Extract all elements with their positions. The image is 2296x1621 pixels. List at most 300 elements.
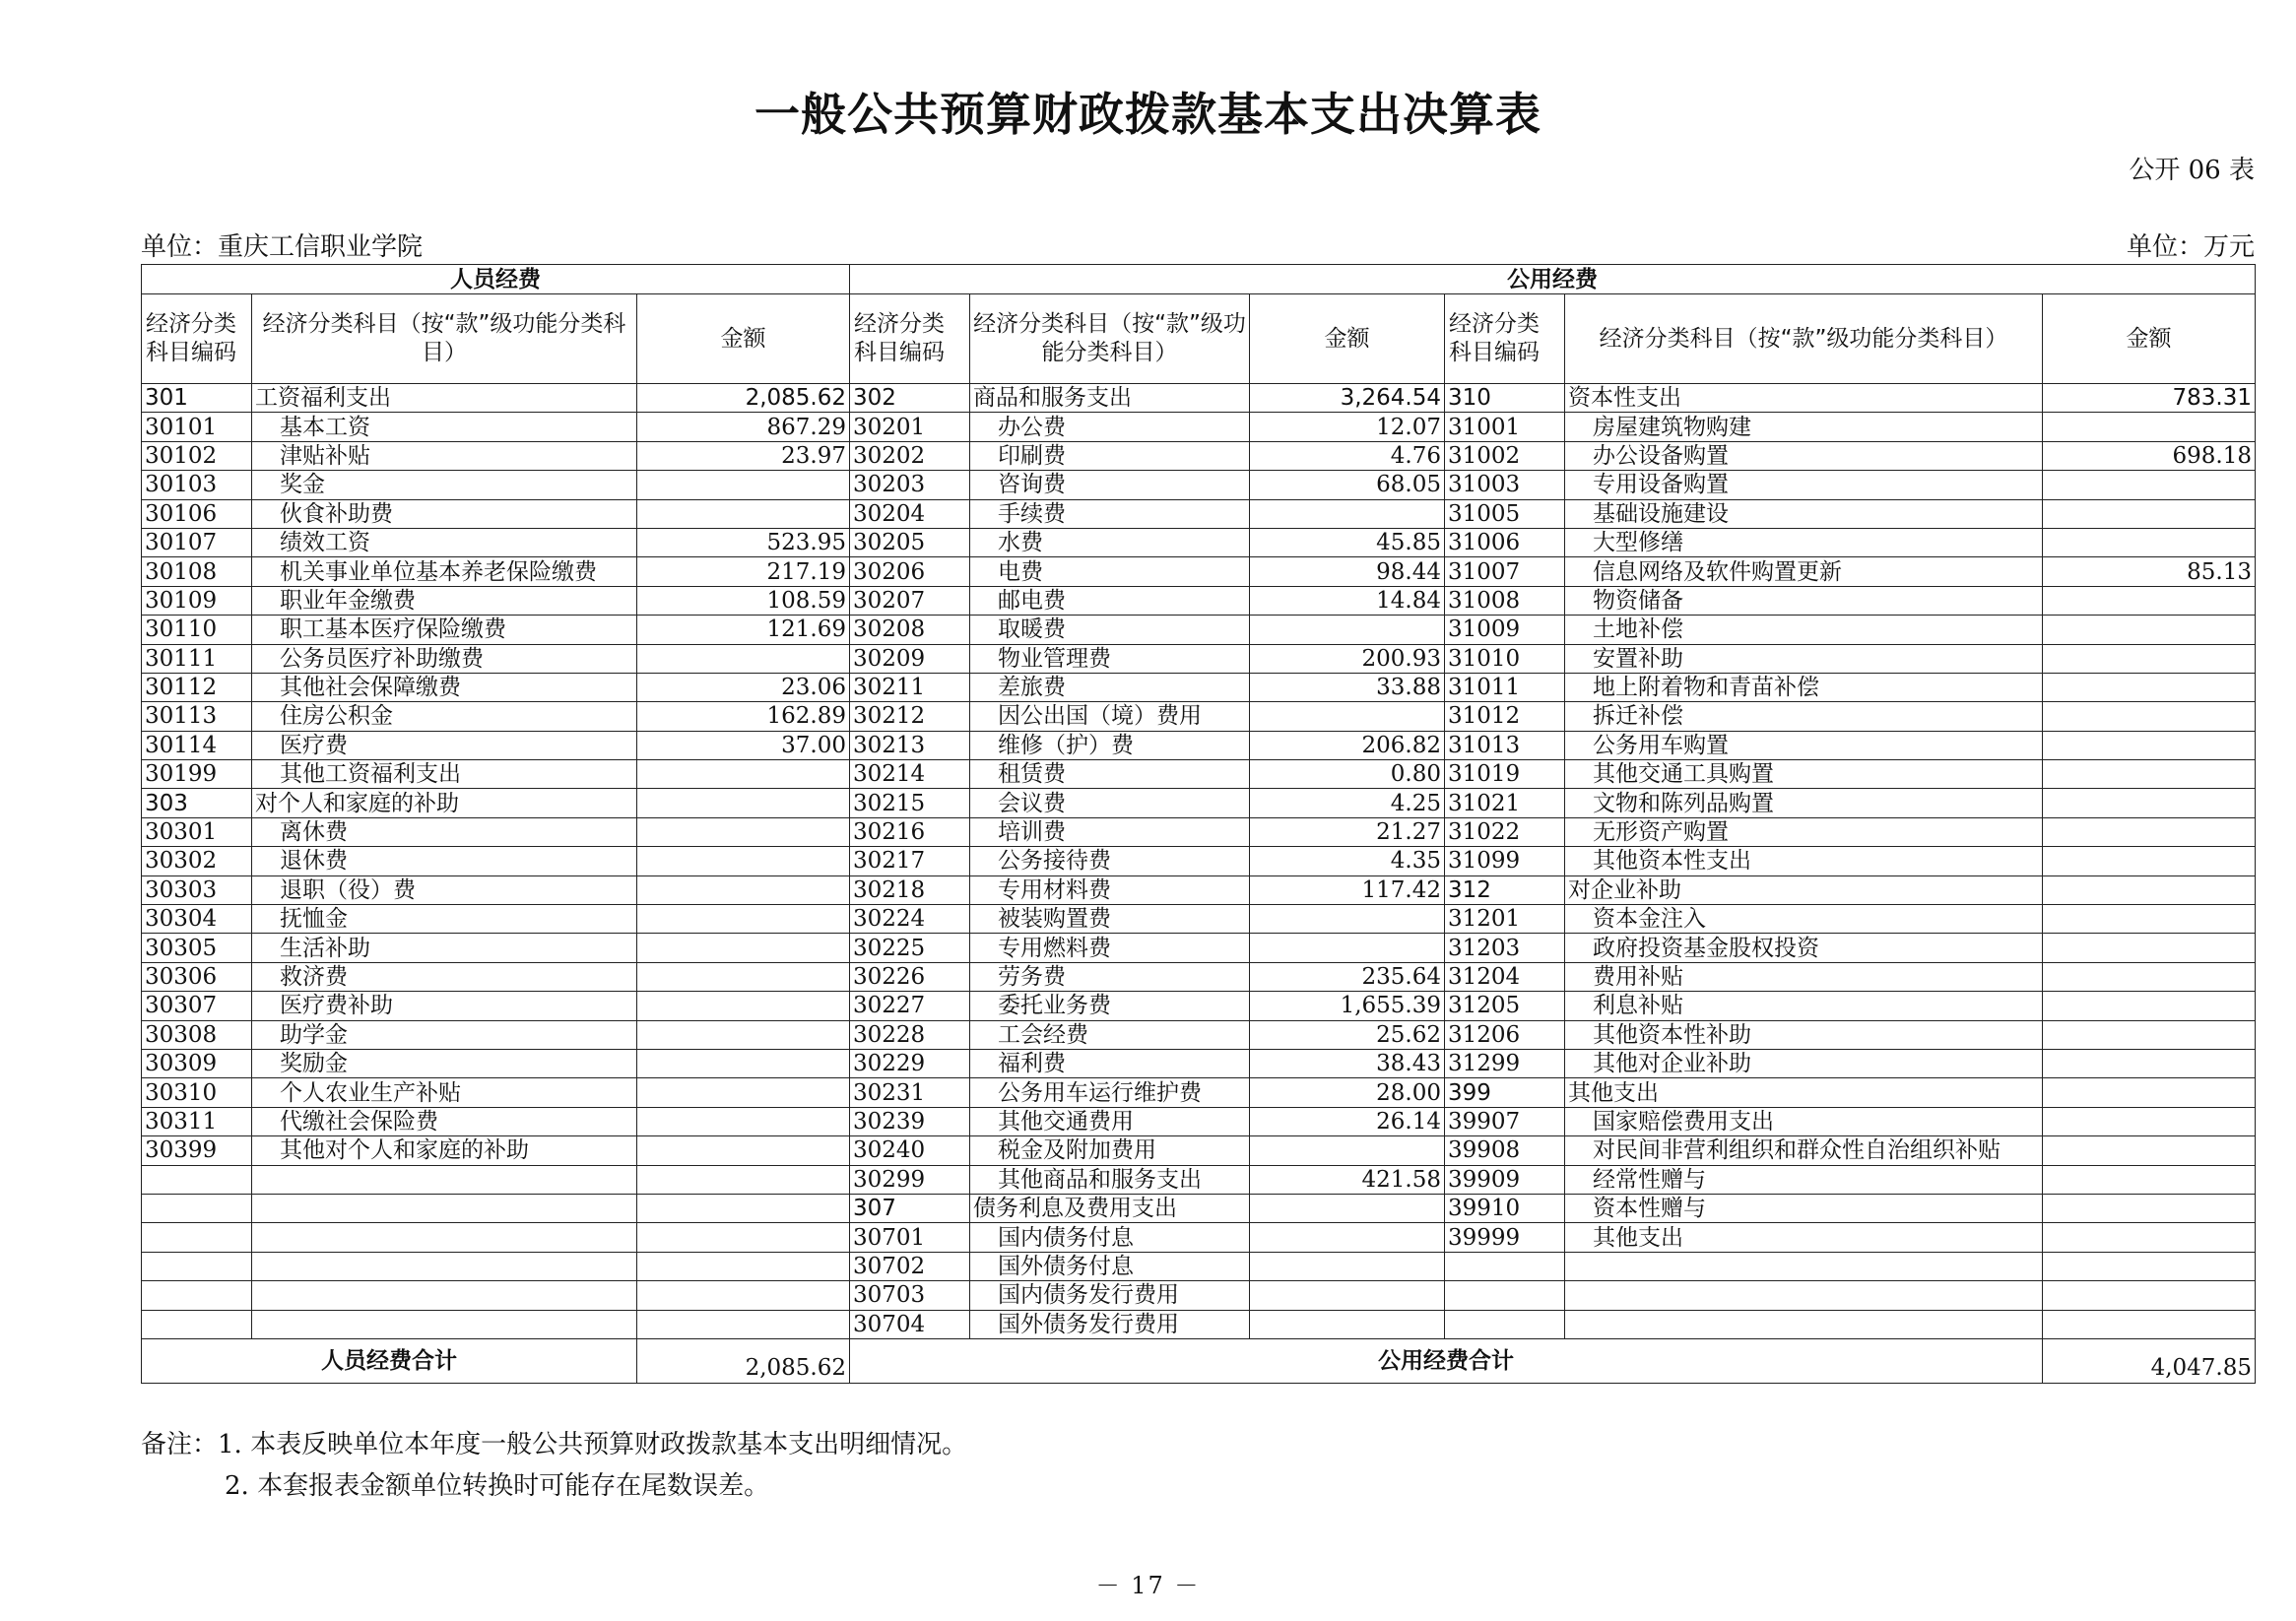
cell-code: 30228 (850, 1020, 970, 1049)
table-row (142, 1194, 2256, 1222)
cell-amount (2043, 992, 2256, 1020)
cell-name (1565, 1252, 2043, 1280)
cell-amount (2043, 616, 2256, 644)
cell-amount (637, 471, 850, 499)
cell-name: 对民间非营利组织和群众性自治组织补贴 (1565, 1136, 2043, 1165)
cell-name: 维修（护）费 (970, 731, 1250, 759)
cell-code: 399 (1445, 1078, 1565, 1107)
table-row (142, 992, 2256, 1020)
cell-amount (637, 992, 850, 1020)
cell-amount (637, 1136, 850, 1165)
table-body (142, 384, 2256, 1339)
cell-code: 31003 (1445, 471, 1565, 499)
cell-code: 31012 (1445, 702, 1565, 731)
cell-name: 抚恤金 (252, 905, 637, 934)
cell-amount (2043, 499, 2256, 528)
table-row (142, 586, 2256, 615)
cell-amount: 37.00 (637, 731, 850, 759)
cell-code (142, 1194, 252, 1222)
cell-name: 手续费 (970, 499, 1250, 528)
cell-code: 31001 (1445, 413, 1565, 441)
section-header-row (142, 265, 2256, 294)
cell-name: 医疗费补助 (252, 992, 637, 1020)
cell-amount: 121.69 (637, 616, 850, 644)
cell-code: 30109 (142, 586, 252, 615)
cell-code: 30113 (142, 702, 252, 731)
cell-code: 30199 (142, 760, 252, 789)
cell-amount: 0.80 (1250, 760, 1445, 789)
table-row (142, 1310, 2256, 1338)
table-row (142, 384, 2256, 413)
cell-code: 31006 (1445, 528, 1565, 556)
page-title: 一般公共预算财政拨款基本支出决算表 (754, 88, 1542, 141)
cell-code: 310 (1445, 384, 1565, 413)
cell-name: 国外债务发行费用 (970, 1310, 1250, 1338)
cell-code: 39999 (1445, 1223, 1565, 1252)
cell-amount: 25.62 (1250, 1020, 1445, 1049)
cell-name: 税金及附加费用 (970, 1136, 1250, 1165)
cell-name: 其他商品和服务支出 (970, 1165, 1250, 1194)
cell-name: 奖励金 (252, 1049, 637, 1077)
cell-name: 离休费 (252, 817, 637, 846)
cell-code (1445, 1281, 1565, 1310)
cell-name: 专用燃料费 (970, 934, 1250, 962)
cell-amount (637, 1165, 850, 1194)
cell-amount: 235.64 (1250, 962, 1445, 991)
table-row (142, 760, 2256, 789)
cell-amount: 421.58 (1250, 1165, 1445, 1194)
cell-name (252, 1281, 637, 1310)
cell-name: 土地补偿 (1565, 616, 2043, 644)
cell-code: 30224 (850, 905, 970, 934)
cell-code: 30114 (142, 731, 252, 759)
cell-code (142, 1281, 252, 1310)
cell-code: 307 (850, 1194, 970, 1222)
totals-row (142, 1338, 2256, 1383)
table-row (142, 1136, 2256, 1165)
cell-code: 31007 (1445, 557, 1565, 586)
cell-name: 对企业补助 (1565, 875, 2043, 904)
cell-name: 伙食补助费 (252, 499, 637, 528)
cell-code: 31201 (1445, 905, 1565, 934)
table-row (142, 673, 2256, 701)
cell-amount (2043, 934, 2256, 962)
cell-code: 30204 (850, 499, 970, 528)
table-row (142, 1049, 2256, 1077)
cell-amount: 867.29 (637, 413, 850, 441)
cell-name: 公务用车购置 (1565, 731, 2043, 759)
cell-code: 30704 (850, 1310, 970, 1338)
cell-code: 30231 (850, 1078, 970, 1107)
notes (141, 1424, 967, 1507)
col-header-code: 经济分类科目编码 (142, 294, 252, 384)
cell-amount (637, 1223, 850, 1252)
cell-amount: 783.31 (2043, 384, 2256, 413)
table-row (142, 1223, 2256, 1252)
cell-amount (1250, 1223, 1445, 1252)
cell-code: 31009 (1445, 616, 1565, 644)
cell-name: 职工基本医疗保险缴费 (252, 616, 637, 644)
cell-amount (2043, 586, 2256, 615)
cell-amount (2043, 471, 2256, 499)
cell-name: 专用材料费 (970, 875, 1250, 904)
cell-name: 其他工资福利支出 (252, 760, 637, 789)
cell-code: 302 (850, 384, 970, 413)
cell-amount (637, 760, 850, 789)
cell-name: 公务员医疗补助缴费 (252, 644, 637, 673)
cell-name: 政府投资基金股权投资 (1565, 934, 2043, 962)
cell-code: 31010 (1445, 644, 1565, 673)
cell-code: 301 (142, 384, 252, 413)
cell-name: 无形资产购置 (1565, 817, 2043, 846)
cell-amount: 28.00 (1250, 1078, 1445, 1107)
col-header-code: 经济分类科目编码 (850, 294, 970, 384)
cell-code: 39910 (1445, 1194, 1565, 1222)
cell-name: 会议费 (970, 789, 1250, 817)
cell-code: 30240 (850, 1136, 970, 1165)
cell-name: 机关事业单位基本养老保险缴费 (252, 557, 637, 586)
cell-code: 30212 (850, 702, 970, 731)
cell-amount: 98.44 (1250, 557, 1445, 586)
cell-name: 奖金 (252, 471, 637, 499)
cell-name: 办公费 (970, 413, 1250, 441)
cell-amount (2043, 789, 2256, 817)
cell-code: 31021 (1445, 789, 1565, 817)
cell-code: 30205 (850, 528, 970, 556)
cell-amount (2043, 847, 2256, 875)
cell-amount (637, 1281, 850, 1310)
cell-code: 31206 (1445, 1020, 1565, 1049)
cell-code: 30106 (142, 499, 252, 528)
cell-code: 30211 (850, 673, 970, 701)
col-header-name: 经济分类科目（按“款”级功能分类科目） (970, 294, 1250, 384)
cell-name: 职业年金缴费 (252, 586, 637, 615)
col-header-amount: 金额 (2043, 294, 2256, 384)
cell-amount (1250, 1194, 1445, 1222)
cell-name: 代缴社会保险费 (252, 1107, 637, 1135)
cell-amount (637, 644, 850, 673)
cell-code: 30304 (142, 905, 252, 934)
cell-name: 费用补贴 (1565, 962, 2043, 991)
cell-name (252, 1223, 637, 1252)
cell-amount (2043, 1020, 2256, 1049)
cell-amount (2043, 673, 2256, 701)
table-row (142, 1078, 2256, 1107)
public-total-amount: 4,047.85 (2043, 1338, 2256, 1383)
note-1: 备注：1. 本表反映单位本年度一般公共预算财政拨款基本支出明细情况。 (141, 1430, 968, 1459)
cell-name (1565, 1310, 2043, 1338)
cell-amount: 108.59 (637, 586, 850, 615)
cell-name: 其他支出 (1565, 1223, 2043, 1252)
cell-name: 取暖费 (970, 616, 1250, 644)
cell-name: 专用设备购置 (1565, 471, 2043, 499)
cell-name: 国外债务付息 (970, 1252, 1250, 1280)
currency-unit: 单位：万元 (2126, 232, 2255, 262)
form-number: 公开 06 表 (2129, 156, 2255, 185)
cell-code: 30310 (142, 1078, 252, 1107)
cell-code: 31011 (1445, 673, 1565, 701)
cell-code: 30225 (850, 934, 970, 962)
cell-code: 31002 (1445, 441, 1565, 470)
cell-amount (2043, 1252, 2256, 1280)
cell-code: 30201 (850, 413, 970, 441)
cell-name: 委托业务费 (970, 992, 1250, 1020)
cell-amount: 117.42 (1250, 875, 1445, 904)
cell-code: 30305 (142, 934, 252, 962)
table-row (142, 557, 2256, 586)
cell-name: 其他对企业补助 (1565, 1049, 2043, 1077)
cell-code (142, 1165, 252, 1194)
cell-amount (637, 817, 850, 846)
cell-amount (2043, 1078, 2256, 1107)
cell-code: 31205 (1445, 992, 1565, 1020)
cell-name: 医疗费 (252, 731, 637, 759)
cell-amount (2043, 1223, 2256, 1252)
col-header-name: 经济分类科目（按“款”级功能分类科目） (1565, 294, 2043, 384)
cell-name: 利息补贴 (1565, 992, 2043, 1020)
cell-code: 31005 (1445, 499, 1565, 528)
cell-amount (2043, 644, 2256, 673)
cell-amount (637, 1020, 850, 1049)
cell-code (142, 1252, 252, 1280)
cell-amount (1250, 1310, 1445, 1338)
cell-amount (2043, 1136, 2256, 1165)
table-row (142, 731, 2256, 759)
table-row (142, 817, 2256, 846)
cell-name: 其他对个人和家庭的补助 (252, 1136, 637, 1165)
cell-name: 地上附着物和青苗补偿 (1565, 673, 2043, 701)
cell-code: 312 (1445, 875, 1565, 904)
cell-name: 文物和陈列品购置 (1565, 789, 2043, 817)
cell-amount (2043, 875, 2256, 904)
cell-code: 30107 (142, 528, 252, 556)
cell-name: 公务用车运行维护费 (970, 1078, 1250, 1107)
cell-amount: 162.89 (637, 702, 850, 731)
cell-name: 经常性赠与 (1565, 1165, 2043, 1194)
cell-name: 工资福利支出 (252, 384, 637, 413)
cell-amount (2043, 1281, 2256, 1310)
cell-code: 30208 (850, 616, 970, 644)
cell-name: 基本工资 (252, 413, 637, 441)
cell-amount: 698.18 (2043, 441, 2256, 470)
cell-name: 办公设备购置 (1565, 441, 2043, 470)
cell-code: 30216 (850, 817, 970, 846)
cell-amount: 21.27 (1250, 817, 1445, 846)
table-row (142, 499, 2256, 528)
cell-name: 工会经费 (970, 1020, 1250, 1049)
cell-amount: 33.88 (1250, 673, 1445, 701)
cell-code: 31019 (1445, 760, 1565, 789)
cell-amount (2043, 413, 2256, 441)
cell-name: 培训费 (970, 817, 1250, 846)
cell-amount (2043, 817, 2256, 846)
cell-code: 30299 (850, 1165, 970, 1194)
cell-name: 水费 (970, 528, 1250, 556)
cell-code: 30311 (142, 1107, 252, 1135)
cell-amount (2043, 1049, 2256, 1077)
cell-code: 30102 (142, 441, 252, 470)
table-row (142, 1165, 2256, 1194)
cell-code: 39908 (1445, 1136, 1565, 1165)
cell-name (252, 1194, 637, 1222)
table-row (142, 1252, 2256, 1280)
cell-amount (637, 1107, 850, 1135)
reporting-unit: 单位：重庆工信职业学院 (141, 232, 424, 262)
cell-amount (637, 1049, 850, 1077)
cell-code: 31022 (1445, 817, 1565, 846)
cell-amount (2043, 1310, 2256, 1338)
section-public: 公用经费 (850, 265, 2256, 294)
col-header-amount: 金额 (637, 294, 850, 384)
cell-amount (637, 1252, 850, 1280)
cell-code: 30206 (850, 557, 970, 586)
cell-amount (2043, 1194, 2256, 1222)
cell-name (1565, 1281, 2043, 1310)
cell-amount (2043, 1165, 2256, 1194)
cell-name: 商品和服务支出 (970, 384, 1250, 413)
cell-name: 被装购置费 (970, 905, 1250, 934)
cell-name: 其他支出 (1565, 1078, 2043, 1107)
cell-name: 其他社会保障缴费 (252, 673, 637, 701)
cell-amount: 12.07 (1250, 413, 1445, 441)
note-2: 2. 本套报表金额单位转换时可能存在尾数误差。 (225, 1471, 770, 1501)
cell-code: 30309 (142, 1049, 252, 1077)
cell-amount (637, 789, 850, 817)
cell-name: 印刷费 (970, 441, 1250, 470)
cell-name (252, 1252, 637, 1280)
expenditure-table (141, 264, 2256, 1384)
col-header-code: 经济分类科目编码 (1445, 294, 1565, 384)
cell-amount (2043, 1107, 2256, 1135)
table-row (142, 847, 2256, 875)
column-header-row (142, 294, 2256, 384)
table-row (142, 471, 2256, 499)
cell-name: 个人农业生产补贴 (252, 1078, 637, 1107)
cell-code: 30227 (850, 992, 970, 1020)
cell-code: 30229 (850, 1049, 970, 1077)
cell-code: 30213 (850, 731, 970, 759)
cell-code: 30112 (142, 673, 252, 701)
cell-name: 资本金注入 (1565, 905, 2043, 934)
cell-code (1445, 1252, 1565, 1280)
cell-name: 邮电费 (970, 586, 1250, 615)
cell-amount (2043, 905, 2256, 934)
table-row (142, 789, 2256, 817)
cell-code: 30215 (850, 789, 970, 817)
table-row (142, 1281, 2256, 1310)
cell-amount (637, 1078, 850, 1107)
cell-name: 因公出国（境）费用 (970, 702, 1250, 731)
cell-name: 债务利息及费用支出 (970, 1194, 1250, 1222)
cell-amount: 2,085.62 (637, 384, 850, 413)
cell-code: 30214 (850, 760, 970, 789)
cell-code: 30308 (142, 1020, 252, 1049)
cell-code: 30701 (850, 1223, 970, 1252)
cell-name: 劳务费 (970, 962, 1250, 991)
cell-amount (1250, 1281, 1445, 1310)
cell-amount: 4.35 (1250, 847, 1445, 875)
personnel-total-amount: 2,085.62 (637, 1338, 850, 1383)
cell-name: 福利费 (970, 1049, 1250, 1077)
cell-name: 房屋建筑物购建 (1565, 413, 2043, 441)
cell-amount: 4.76 (1250, 441, 1445, 470)
cell-amount (637, 499, 850, 528)
table-row (142, 702, 2256, 731)
cell-code (1445, 1310, 1565, 1338)
cell-name: 资本性支出 (1565, 384, 2043, 413)
cell-amount (637, 1310, 850, 1338)
section-personnel: 人员经费 (142, 265, 850, 294)
cell-code: 30218 (850, 875, 970, 904)
cell-amount: 26.14 (1250, 1107, 1445, 1135)
cell-name: 咨询费 (970, 471, 1250, 499)
table-row (142, 441, 2256, 470)
cell-amount (1250, 1136, 1445, 1165)
cell-code: 30103 (142, 471, 252, 499)
cell-name: 生活补助 (252, 934, 637, 962)
cell-name: 大型修缮 (1565, 528, 2043, 556)
cell-amount: 14.84 (1250, 586, 1445, 615)
cell-name: 国内债务付息 (970, 1223, 1250, 1252)
cell-amount: 1,655.39 (1250, 992, 1445, 1020)
cell-code: 30303 (142, 875, 252, 904)
cell-amount (1250, 934, 1445, 962)
cell-name (252, 1310, 637, 1338)
cell-name: 差旅费 (970, 673, 1250, 701)
cell-amount (2043, 962, 2256, 991)
table-row (142, 413, 2256, 441)
cell-amount: 85.13 (2043, 557, 2256, 586)
cell-name: 基础设施建设 (1565, 499, 2043, 528)
cell-code: 31099 (1445, 847, 1565, 875)
cell-name: 住房公积金 (252, 702, 637, 731)
cell-name: 退休费 (252, 847, 637, 875)
cell-amount: 38.43 (1250, 1049, 1445, 1077)
cell-amount (637, 847, 850, 875)
cell-amount: 217.19 (637, 557, 850, 586)
cell-code: 30110 (142, 616, 252, 644)
cell-code: 30111 (142, 644, 252, 673)
cell-amount (637, 875, 850, 904)
cell-code: 30399 (142, 1136, 252, 1165)
cell-amount (637, 962, 850, 991)
cell-amount: 4.25 (1250, 789, 1445, 817)
page-number: － 17 － (1095, 1572, 1201, 1599)
cell-code: 30202 (850, 441, 970, 470)
cell-code: 30302 (142, 847, 252, 875)
cell-amount (1250, 702, 1445, 731)
cell-amount: 23.06 (637, 673, 850, 701)
cell-name: 物业管理费 (970, 644, 1250, 673)
cell-code: 303 (142, 789, 252, 817)
cell-code: 30226 (850, 962, 970, 991)
cell-code: 30101 (142, 413, 252, 441)
cell-name: 其他资本性支出 (1565, 847, 2043, 875)
table-row (142, 934, 2256, 962)
cell-code: 30306 (142, 962, 252, 991)
cell-name: 助学金 (252, 1020, 637, 1049)
cell-code: 31299 (1445, 1049, 1565, 1077)
cell-name: 津贴补贴 (252, 441, 637, 470)
cell-amount (637, 934, 850, 962)
col-header-name: 经济分类科目（按“款”级功能分类科目） (252, 294, 637, 384)
cell-amount: 68.05 (1250, 471, 1445, 499)
cell-code: 30702 (850, 1252, 970, 1280)
cell-amount (2043, 528, 2256, 556)
cell-name: 其他资本性补助 (1565, 1020, 2043, 1049)
cell-name: 物资储备 (1565, 586, 2043, 615)
cell-code: 31204 (1445, 962, 1565, 991)
